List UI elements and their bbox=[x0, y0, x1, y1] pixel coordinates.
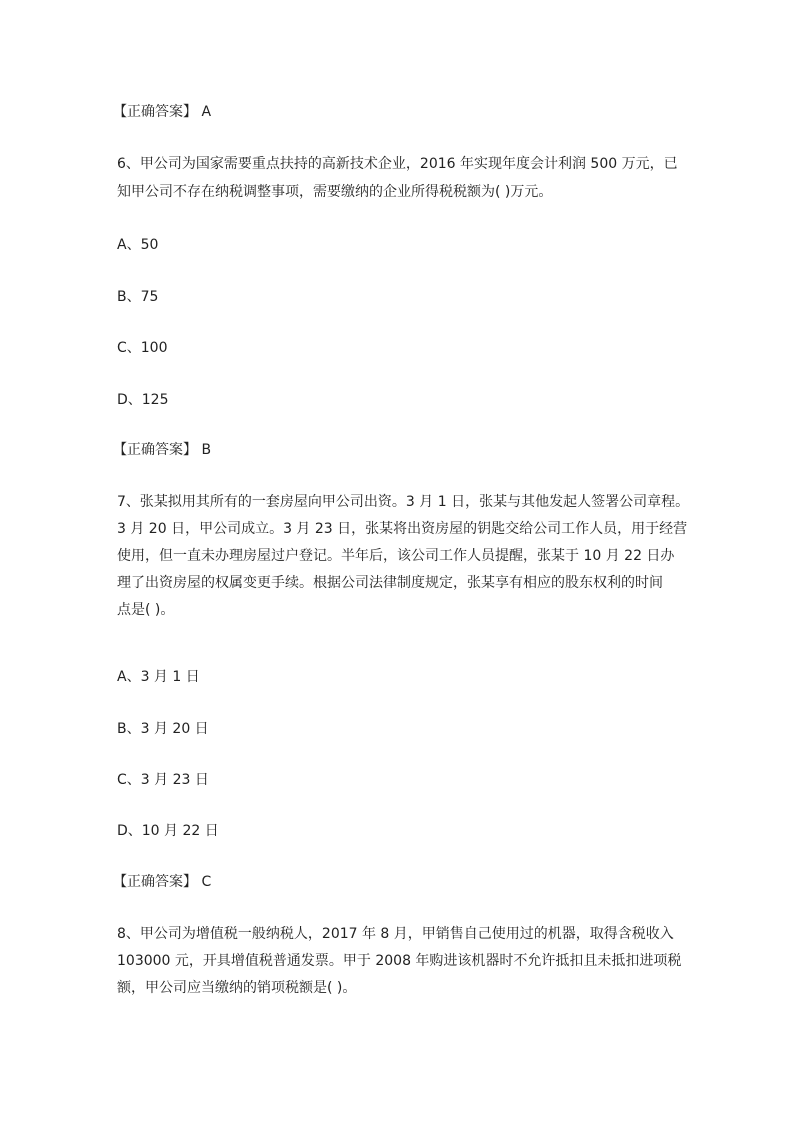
question-text-line: 使用，但一直未办理房屋过户登记。半年后，该公司工作人员提醒，张某于 10 月 22 日办 bbox=[117, 548, 675, 564]
question-text-line: 3 月 20 日，甲公司成立。3 月 23 日，张某将出资房屋的钥匙交给公司工作人员，用于经营 bbox=[117, 521, 688, 537]
question-text-line: 7、张某拟用其所有的一套房屋向甲公司出资。3 月 1 日，张某与其他发起人签署公司章程。 bbox=[117, 494, 690, 510]
option-a: A、3 月 1 日 bbox=[117, 669, 200, 685]
question-text-line: 理了出资房屋的权属变更手续。根据公司法律制度规定，张某享有相应的股东权利的时间 bbox=[117, 575, 663, 591]
question-text-line: 知甲公司不存在纳税调整事项，需要缴纳的企业所得税税额为( )万元。 bbox=[117, 184, 553, 200]
option-a: A、50 bbox=[117, 237, 159, 253]
question-text-line: 点是( )。 bbox=[117, 602, 175, 618]
answer-7: 【正确答案】 C bbox=[113, 874, 212, 890]
question-text-line: 6、甲公司为国家需要重点扶持的高新技术企业，2016 年实现年度会计利润 500 万元，已 bbox=[117, 156, 678, 172]
option-b: B、75 bbox=[117, 289, 159, 305]
option-b: B、3 月 20 日 bbox=[117, 721, 209, 737]
answer-5: 【正确答案】 A bbox=[113, 104, 212, 120]
answer-6: 【正确答案】 B bbox=[113, 442, 212, 458]
option-c: C、100 bbox=[117, 340, 168, 356]
option-d: D、125 bbox=[117, 392, 169, 408]
question-text-line: 8、甲公司为增值税一般纳税人，2017 年 8 月，甲销售自己使用过的机器，取得含税收入 bbox=[117, 926, 674, 942]
option-c: C、3 月 23 日 bbox=[117, 772, 209, 788]
question-text-line: 额，甲公司应当缴纳的销项税额是( )。 bbox=[117, 980, 357, 996]
option-d: D、10 月 22 日 bbox=[117, 823, 219, 839]
question-text-line: 103000 元，开具增值税普通发票。甲于 2008 年购进该机器时不允许抵扣且未抵扣进项税 bbox=[117, 953, 682, 969]
